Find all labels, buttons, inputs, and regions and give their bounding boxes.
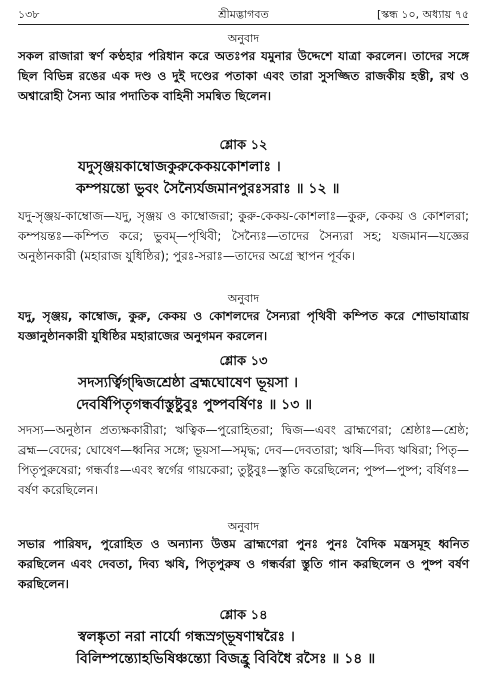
header-rule: [18, 24, 469, 25]
verse-line: কম্পয়ন্তো ভুবং সৈন্যৈর্যজমানপুরঃসরাঃ ॥ ১২ ॥: [76, 181, 340, 197]
verse-line: দেবর্ষিপিতৃগন্ধর্বাস্তুষ্টুবুঃ পুষ্পবর্ষিণঃ ॥ ১৩ ॥: [76, 397, 313, 413]
translation-text: সকল রাজারা স্বর্ণ কণ্ঠহার পরিধান করে অতঃপর যমুনার উদ্দেশে যাত্রা করলেন। তাদের সঙ্গে ছিল বিভিন্ন রঙের এক দণ্ড ও দুই দণ্ডের পতাকা এবং তারা সুসজ্জিত রাজকীয় হস্তী, রথ ও অশ্বারোহী সৈন্য আর পদাতিক বাহিনী সমন্বিত ছিলেন।: [18, 49, 469, 103]
synonyms-text: সদস্য—অনুষ্ঠান প্রত্যক্ষকারীরা; ঋত্বিক—পুরোহিতরা; দ্বিজ—এবং ব্রাহ্মণেরা; শ্রেষ্ঠাঃ—শ্রেষ্ঠ; ব্রহ্ম—বেদের; ঘোষেণ—ধ্বনির সঙ্গে; ভূয়সা—সমৃদ্ধ; দেব—দেবতারা; ঋষি—দিব্য ঋষিরা; পিতৃ—পিতৃপুরুষেরা; গন্ধর্বাঃ—এবং স্বর্গের গায়কেরা; তুষ্টুবুঃ—স্তুতি করেছিলেন; পুষ্প—পুষ্প; বর্ষিণঃ—বর্ষণ করেছিলেন।: [18, 423, 469, 497]
verse-line: সদস্যর্ত্বিগ্‌দ্বিজশ্রেষ্ঠা ব্রহ্মঘোষেণ ভূয়সা ।: [78, 375, 299, 391]
verse-text: [18, 156, 469, 200]
verse-line: স্বলঙ্কৃতা নরা নার্যো গন্ধস্রগ্‌ভূষণাম্বরৈঃ ।: [78, 629, 295, 645]
verse-line: বিলিম্পন্ত্যোহভিষিঞ্চন্ত্যো বিজহ্রু বিবিধৈ রসৈঃ ॥ ১৪ ॥: [76, 651, 376, 667]
verse-text: [18, 626, 469, 670]
translation-text: যদু, সৃঞ্জয়, কাম্বোজ, কুরু, কেকয় ও কোশলদের সৈন্যরা পৃথিবী কম্পিত করে শোভাযাত্রায় যজ্ঞানুষ্ঠানকারী যুধিষ্ঠির মহারাজের অনুগমন করলেন।: [18, 309, 469, 343]
page-header: [18, 6, 469, 24]
verse-line: যদুসৃঞ্জয়কাম্বোজকুরুকেকয়কোশলাঃ ।: [78, 159, 281, 175]
translation-text: সভার পারিষদ, পুরোহিত ও অন্যান্য উত্তম ব্রাহ্মণেরা পুনঃ পুনঃ বৈদিক মন্ত্রসমূহ ধ্বনিত করছিলেন এবং দেবতা, দিব্য ঋষি, পিতৃপুরুষ ও গন্ধর্বরা স্তুতি গান করছিলেন ও পুষ্প বর্ষণ করছিলেন।: [18, 537, 469, 591]
verse-heading: শ্লোক ১৩: [219, 354, 268, 369]
page-number: ১৩৮: [18, 8, 40, 21]
translation-heading: অনুবাদ: [227, 292, 260, 305]
verse-heading: শ্লোক ১২: [219, 138, 268, 153]
verse-text: [18, 372, 469, 416]
synonyms-text: যদু-সৃঞ্জয়-কাম্বোজ—যদু, সৃঞ্জয় ও কাম্বোজরা; কুরু-কেকয়-কোশলাঃ—কুরু, কেকয় ও কোশলরা; কম্পয়ন্তঃ—কম্পিত করে; ভুবম্—পৃথিবী; সৈন্যৈঃ—তাদের সৈন্যরা সহ; যজমান—যজ্ঞের অনুষ্ঠানকারী (মহারাজ যুধিষ্ঠির); পুরঃ-সরাঃ—তাদের অগ্রে স্থাপন পূর্বক।: [18, 209, 469, 263]
translation-heading: অনুবাদ: [227, 32, 260, 45]
translation-heading: অনুবাদ: [227, 520, 260, 533]
book-title: শ্রীমদ্ভাগবত: [218, 8, 269, 21]
canto-chapter: [স্কন্ধ ১০, অধ্যায় ৭৫: [376, 8, 469, 21]
verse-heading: শ্লোক ১৪: [219, 608, 268, 623]
